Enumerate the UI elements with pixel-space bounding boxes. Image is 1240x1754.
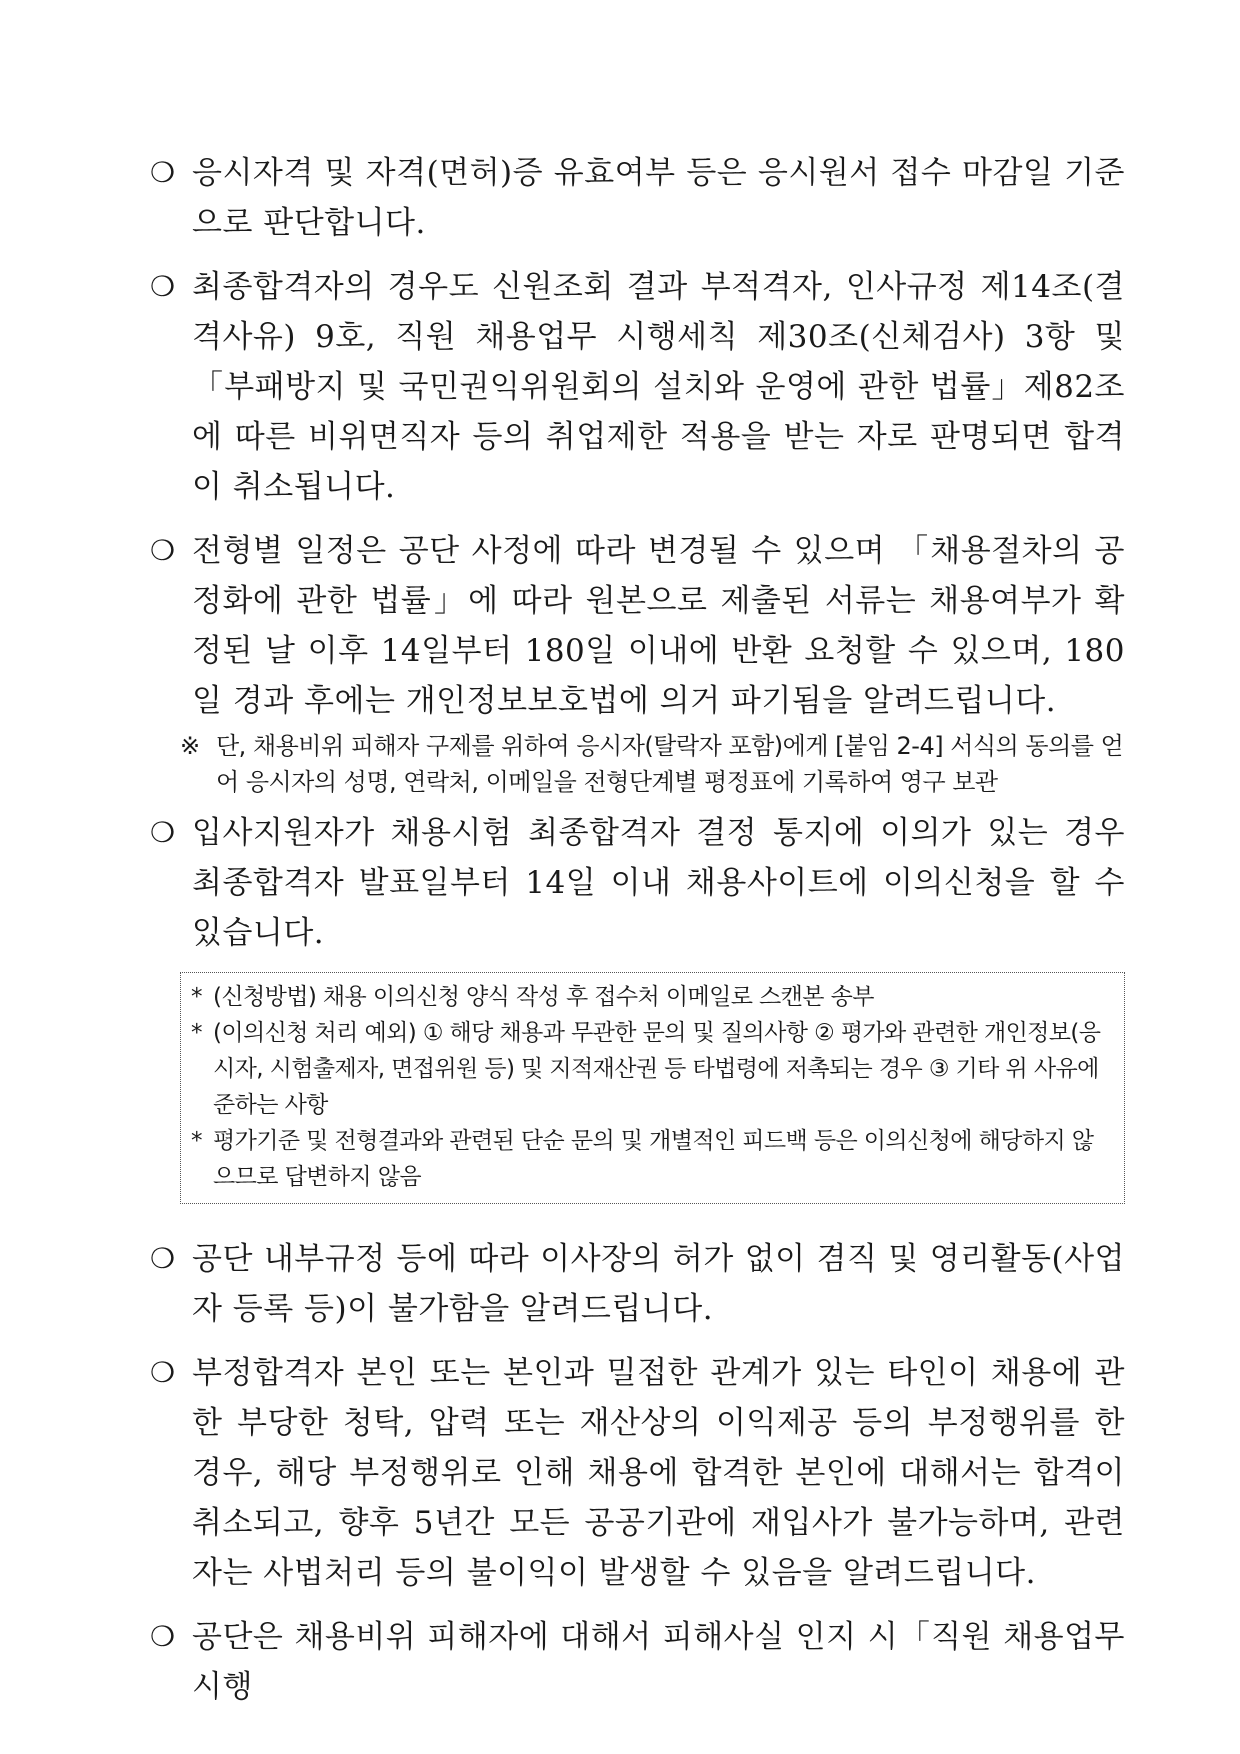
notice-text: 공단은 채용비위 피해자에 대해서 피해사실 인지 시「직원 채용업무 시행 — [192, 1619, 1125, 1705]
reference-mark-icon: ※ — [180, 732, 200, 760]
box-text: (이의신청 처리 예외) ① 해당 채용과 무관한 문의 및 질의사항 ② 평가와 관련한 개인정보(응시자, 시험출제자, 면접위원 등) 및 지적재산권 등 타법령에 저촉되는 경우 ③ 기타 위 사유에 준하는 사항 — [213, 1020, 1101, 1118]
asterisk-icon: * — [191, 984, 202, 1010]
notice-text: 공단 내부규정 등에 따라 이사장의 허가 없이 겸직 및 영리활동(사업자 등록 등)이 불가함을 알려드립니다. — [192, 1241, 1125, 1327]
box-text: (신청방법) 채용 이의신청 양식 작성 후 접수처 이메일로 스캔본 송부 — [213, 984, 874, 1010]
notice-item-qualification-date — [150, 148, 1125, 248]
notice-text: 최종합격자의 경우도 신원조회 결과 부적격자, 인사규정 제14조(결격사유) 9호, 직원 채용업무 시행세칙 제30조(신체검사) 3항 및「부패방지 및 국민권익위원회의 설치와 운영에 관한 법률」제82조에 따른 비위면직자 등의 취업제한 적용을 받는 자로 판명되면 합격이 취소됩니다. — [192, 269, 1125, 505]
circle-bullet-icon: ❍ — [150, 816, 176, 849]
document-page — [150, 148, 1125, 1726]
notice-text: 응시자격 및 자격(면허)증 유효여부 등은 응시원서 접수 마감일 기준으로 판단합니다. — [192, 155, 1125, 241]
circle-bullet-icon: ❍ — [150, 1356, 176, 1389]
note-text: 단, 채용비위 피해자 구제를 위하여 응시자(탈락자 포함)에게 [붙임 2-4] 서식의 동의를 얻어 응시자의 성명, 연락처, 이메일을 전형단계별 평정표에 기록하여 영구 보관 — [216, 732, 1124, 796]
box-line-no-answer — [191, 1123, 1112, 1195]
notice-item-side-job — [150, 1234, 1125, 1334]
asterisk-icon: * — [191, 1020, 202, 1046]
box-line-exceptions — [191, 1015, 1112, 1123]
notice-text: 전형별 일정은 공단 사정에 따라 변경될 수 있으며 「채용절차의 공정화에 관한 법률」에 따라 원본으로 제출된 서류는 채용여부가 확정된 날 이후 14일부터 180일 이내에 반환 요청할 수 있으며, 180일 경과 후에는 개인정보보호법에 의거 파기됨을 알려드립니다. — [192, 533, 1125, 719]
asterisk-icon: * — [191, 1128, 202, 1154]
circle-bullet-icon: ❍ — [150, 534, 176, 567]
circle-bullet-icon: ❍ — [150, 156, 176, 189]
notice-text: 부정합격자 본인 또는 본인과 밀접한 관계가 있는 타인이 채용에 관한 부당한 청탁, 압력 또는 재산상의 이익제공 등의 부정행위를 한 경우, 해당 부정행위로 인해 채용에 합격한 본인에 대해서는 합격이 취소되고, 향후 5년간 모든 공공기관에 재입사가 불가능하며, 관련자는 사법처리 등의 불이익이 발생할 수 있음을 알려드립니다. — [192, 1355, 1125, 1591]
notice-item-victim-relief — [150, 1612, 1125, 1712]
circle-bullet-icon: ❍ — [150, 1620, 176, 1653]
reference-note — [180, 728, 1125, 800]
circle-bullet-icon: ❍ — [150, 1242, 176, 1275]
box-text: 평가기준 및 전형결과와 관련된 단순 문의 및 개별적인 피드백 등은 이의신청에 해당하지 않으므로 답변하지 않음 — [213, 1128, 1094, 1190]
box-line-method — [191, 979, 1112, 1015]
objection-detail-box — [180, 972, 1125, 1204]
notice-item-fraud — [150, 1348, 1125, 1598]
notice-item-disqualification — [150, 262, 1125, 512]
notice-text: 입사지원자가 채용시험 최종합격자 결정 통지에 이의가 있는 경우 최종합격자 발표일부터 14일 이내 채용사이트에 이의신청을 할 수 있습니다. — [192, 815, 1125, 951]
notice-item-schedule — [150, 526, 1125, 726]
notice-item-objection — [150, 808, 1125, 958]
circle-bullet-icon: ❍ — [150, 270, 176, 303]
